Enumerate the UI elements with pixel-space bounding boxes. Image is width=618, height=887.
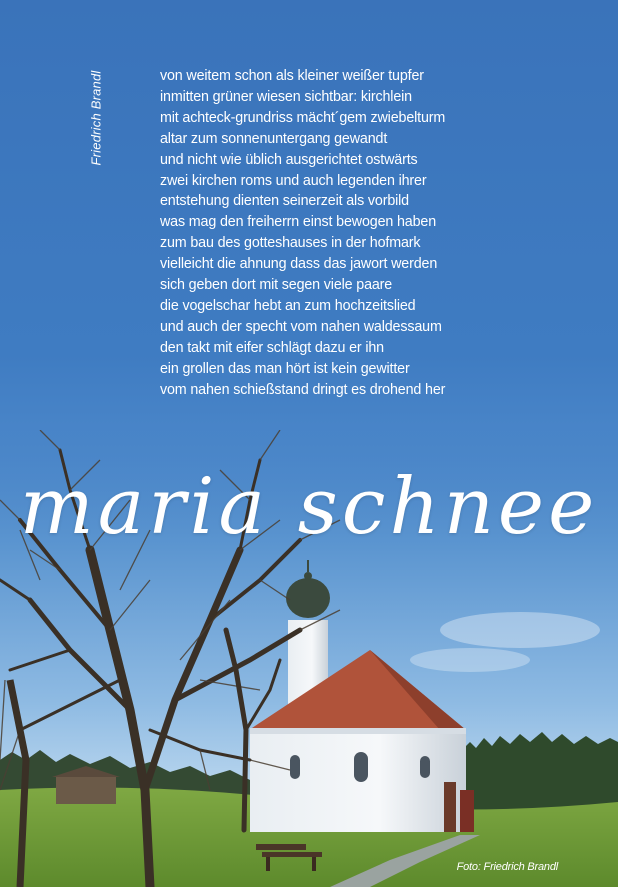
poem-line: und auch der specht vom nahen waldessaum [160, 318, 442, 335]
poem-line: vielleicht die ahnung dass das jawort werden [160, 256, 438, 273]
poem-line: von weitem schon als kleiner weißer tupfer [160, 68, 424, 84]
poem-line: und nicht wie üblich ausgerichtet ostwärts [160, 151, 418, 168]
poem-line: inmitten grüner wiesen sichtbar: kirchlein [160, 88, 412, 105]
title: maria schnee [19, 462, 599, 552]
poem-line: altar zum sonnenuntergang gewandt [160, 130, 388, 147]
poem-line: entstehung dienten seinerzeit als vorbild [160, 193, 409, 210]
poem-line: ein grollen das man hört ist kein gewitter [160, 360, 410, 377]
photo-credit: Foto: Friedrich Brandl [456, 861, 558, 873]
poem-line: vom nahen schießstand dringt es drohend her [160, 381, 446, 398]
poem-line: den takt mit eifer schlägt dazu er ihn [160, 339, 384, 356]
poem-line: die vogelschar hebt an zum hochzeitslied [160, 297, 416, 314]
poem-line: zwei kirchen roms und auch legenden ihrer [160, 172, 427, 189]
poem-line: mit achteck-grundriss mächt´gem zwiebelturm [160, 109, 446, 126]
author-name: Friedrich Brandl [88, 70, 104, 166]
poem-line: was mag den freiherrn einst bewogen haben [160, 214, 436, 231]
poem-text [160, 66, 600, 401]
poem-line: zum bau des gotteshauses in der hofmark [160, 235, 421, 252]
poem-line: sich geben dort mit segen viele paare [160, 277, 393, 294]
